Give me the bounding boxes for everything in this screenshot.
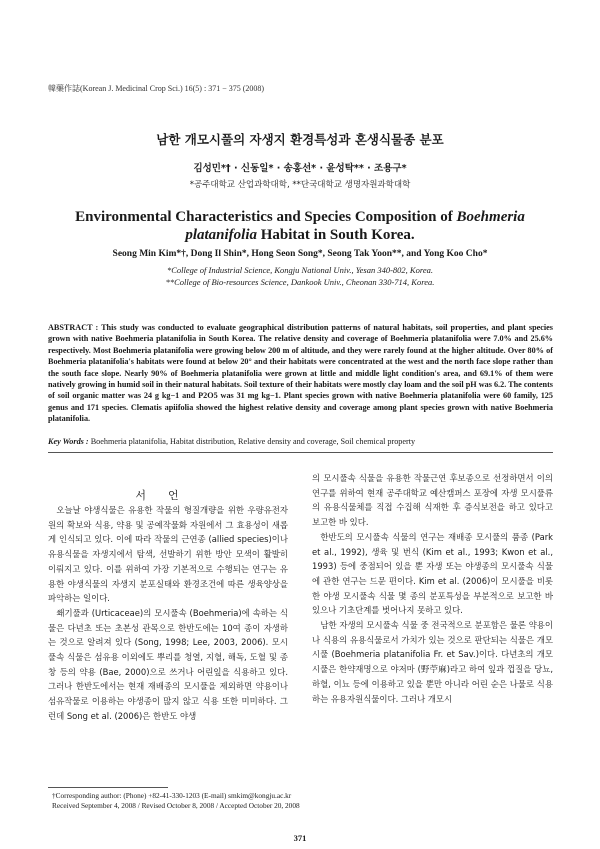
- english-title: [60, 208, 540, 244]
- keywords-text: Boehmeria platanifolia, Habitat distribution, Relative density and coverage, Soil chemical property: [90, 437, 416, 446]
- footnote-corresponding-author: †Corresponding author: (Phone) +82-41-330-1203 (E-mail) smkim@kongju.ac.kr: [52, 791, 292, 800]
- footnote-divider: [48, 787, 168, 788]
- body-paragraph: 남한 자생의 모시풀속 식물 중 전국적으로 분포함은 물론 약용이나 식용의 유용식물로서 가치가 있는 것으로 판단되는 식물은 개모시풀 (Boehmeria platanifolia Fr. et Sav.)이다. 다년초의 개모시풀은 한약재명으로 야저마 (野苧麻)라고 하여 잎과 껍질을 당뇨, 하혈, 이뇨 등에 이용하고 있을 뿐만 아니라 어린 순은 나물로 식용하는 유용자원식물이다. 그러나 개모시: [312, 620, 553, 704]
- keywords-label: Key Words :: [48, 437, 91, 446]
- english-authors: Seong Min Kim*†, Dong Il Shin*, Hong Seon Song*, Seong Tak Yoon**, and Yong Koo Cho*: [112, 249, 488, 259]
- abstract-text: This study was conducted to evaluate geographical distribution patterns of natural habitats, soil properties, and plant species grown with native Boehmeria platanifolia in South Korea. The relative density and coverage of Boehmeria platanifolia were 7.0% and 25.6% respectively. Most Boehmeria platanifolia were growing below 200 m of altitude, and they were rarely found at the higher altitude. Over 80% of Boehmeria platanifolia's habitats were found at below 20° and their habitats were concentrated at the west and the north face slope rather than the south face slope. Nearly 90% of Boehmeria platanifolia were grown at little and middle light condition's area, and 69.1% of them were natively growing in humid soil in their natural habitats. Soil texture of their habitats were mostly clay loam and the soil pH was 6.2. The contents of soil organic matter was 24 g kg−1 and P2O5 was 31 mg kg−1. Plant species grown with native Boehmeria platanifolia were 60 family, 125 genus and 171 species. Clematis apiifolia showed the highest relative density and coverage among plant species grown with native Boehmeria platanifolia.: [48, 323, 553, 424]
- keywords: [48, 436, 553, 447]
- section-heading-introduction: 서언: [135, 489, 201, 502]
- abstract-label: ABSTRACT :: [48, 323, 102, 332]
- keywords-divider: [48, 452, 553, 453]
- korean-authors: 김성민*† · 신동일* · 송홍선* · 윤성탁** · 조용구*: [193, 163, 407, 174]
- english-title-part2: Habitat in South Korea.: [257, 227, 415, 243]
- korean-title: 남한 개모시풀의 자생지 환경특성과 혼생식물종 분포: [156, 132, 444, 147]
- footnote-received-dates: Received September 4, 2008 / Revised October 8, 2008 / Accepted October 20, 2008: [52, 801, 300, 810]
- english-title-species: Boehmeria platanifolia: [185, 209, 525, 243]
- page-number: 371: [293, 833, 307, 843]
- body-paragraph: 한반도의 모시풀속 식물의 연구는 재배종 모시풀의 품종 (Park et al., 1992), 생육 및 번식 (Kim et al., 1993; Kwon et al., 1993) 등에 중점되어 있을 뿐 자생 또는 야생종의 모시풀속 식물에 관한 연구는 드문 편이다. Kim et al. (2006)이 모시풀을 비롯한 야생 모시풀속 식물 몇 종의 분포특성을 부분적으로 보고한 바 있으나 기초단계를 벗어나지 못하고 있다.: [312, 531, 553, 616]
- body-paragraph: 쐐기풀과 (Urticaceae)의 모시풀속 (Boehmeria)에 속하는 식물은 다년초 또는 초본성 관목으로 한반도에는 10여 종이 자생하는 것으로 알려져 있다 (Song, 1998; Lee, 2003, 2006). 모시풀속 식물은 섬유용 이외에도 뿌리를 청열, 지혈, 해독, 도혈 및 종창 등의 약용 (Bae, 2000)으로 쓰거나 어린잎을 식용하고 있다. 그러나 한반도에서는 현재 재배종의 모시풀을 제외하면 약용이나 섬유작물로 이용하는 야생종이 많지 않고 식용 또한 미미하다. 그런데 Song et al. (2006)은 한반도 야생: [48, 607, 288, 721]
- body-left-column: [48, 503, 288, 724]
- korean-affiliation: *공주대학교 산업과학대학, **단국대학교 생명자원과학대학: [189, 180, 411, 190]
- english-title-part1: Environmental Characteristics and Species Composition of: [75, 209, 457, 225]
- journal-citation: 韓藥作誌(Korean J. Medicinal Crop Sci.) 16(5) : 371 − 375 (2008): [48, 84, 265, 93]
- body-paragraph: 오늘날 야생식물은 유용한 작물의 형질개량을 위한 우량유전자원의 확보와 식용, 약용 및 공예작물화 자원에서 그 효용성이 새롭게 인식되고 있다. 이에 따라 작물의 근연종 (allied species)이나 유용식물을 자생지에서 탐색, 선발하기 위한 방안 모색이 활발히 이뤄지고 있다. 이를 위하여 가장 기본적으로 수행되는 연구는 유용한 야생식물의 자생지 분포실태와 환경조건에 따른 생육양상을 파악하는 일이다.: [48, 505, 288, 604]
- body-paragraph: 의 모시풀속 식물을 유용한 작물근연 후보종으로 선정하면서 이의 연구를 위하여 현재 공주대학교 예산캠퍼스 포장에 자생 모시풀류의 유용식물체를 직접 수집해 식재한 후 증식보전을 하고 있다고 보고한 바 있다.: [312, 473, 553, 528]
- abstract: [48, 322, 553, 425]
- english-affiliation-1: *College of Industrial Science, Kongju National Univ., Yesan 340-802, Korea.: [166, 265, 433, 275]
- body-right-column: [312, 471, 553, 706]
- english-affiliation-2: **College of Bio-resources Science, Dankook Univ., Cheonan 330-714, Korea.: [165, 277, 435, 287]
